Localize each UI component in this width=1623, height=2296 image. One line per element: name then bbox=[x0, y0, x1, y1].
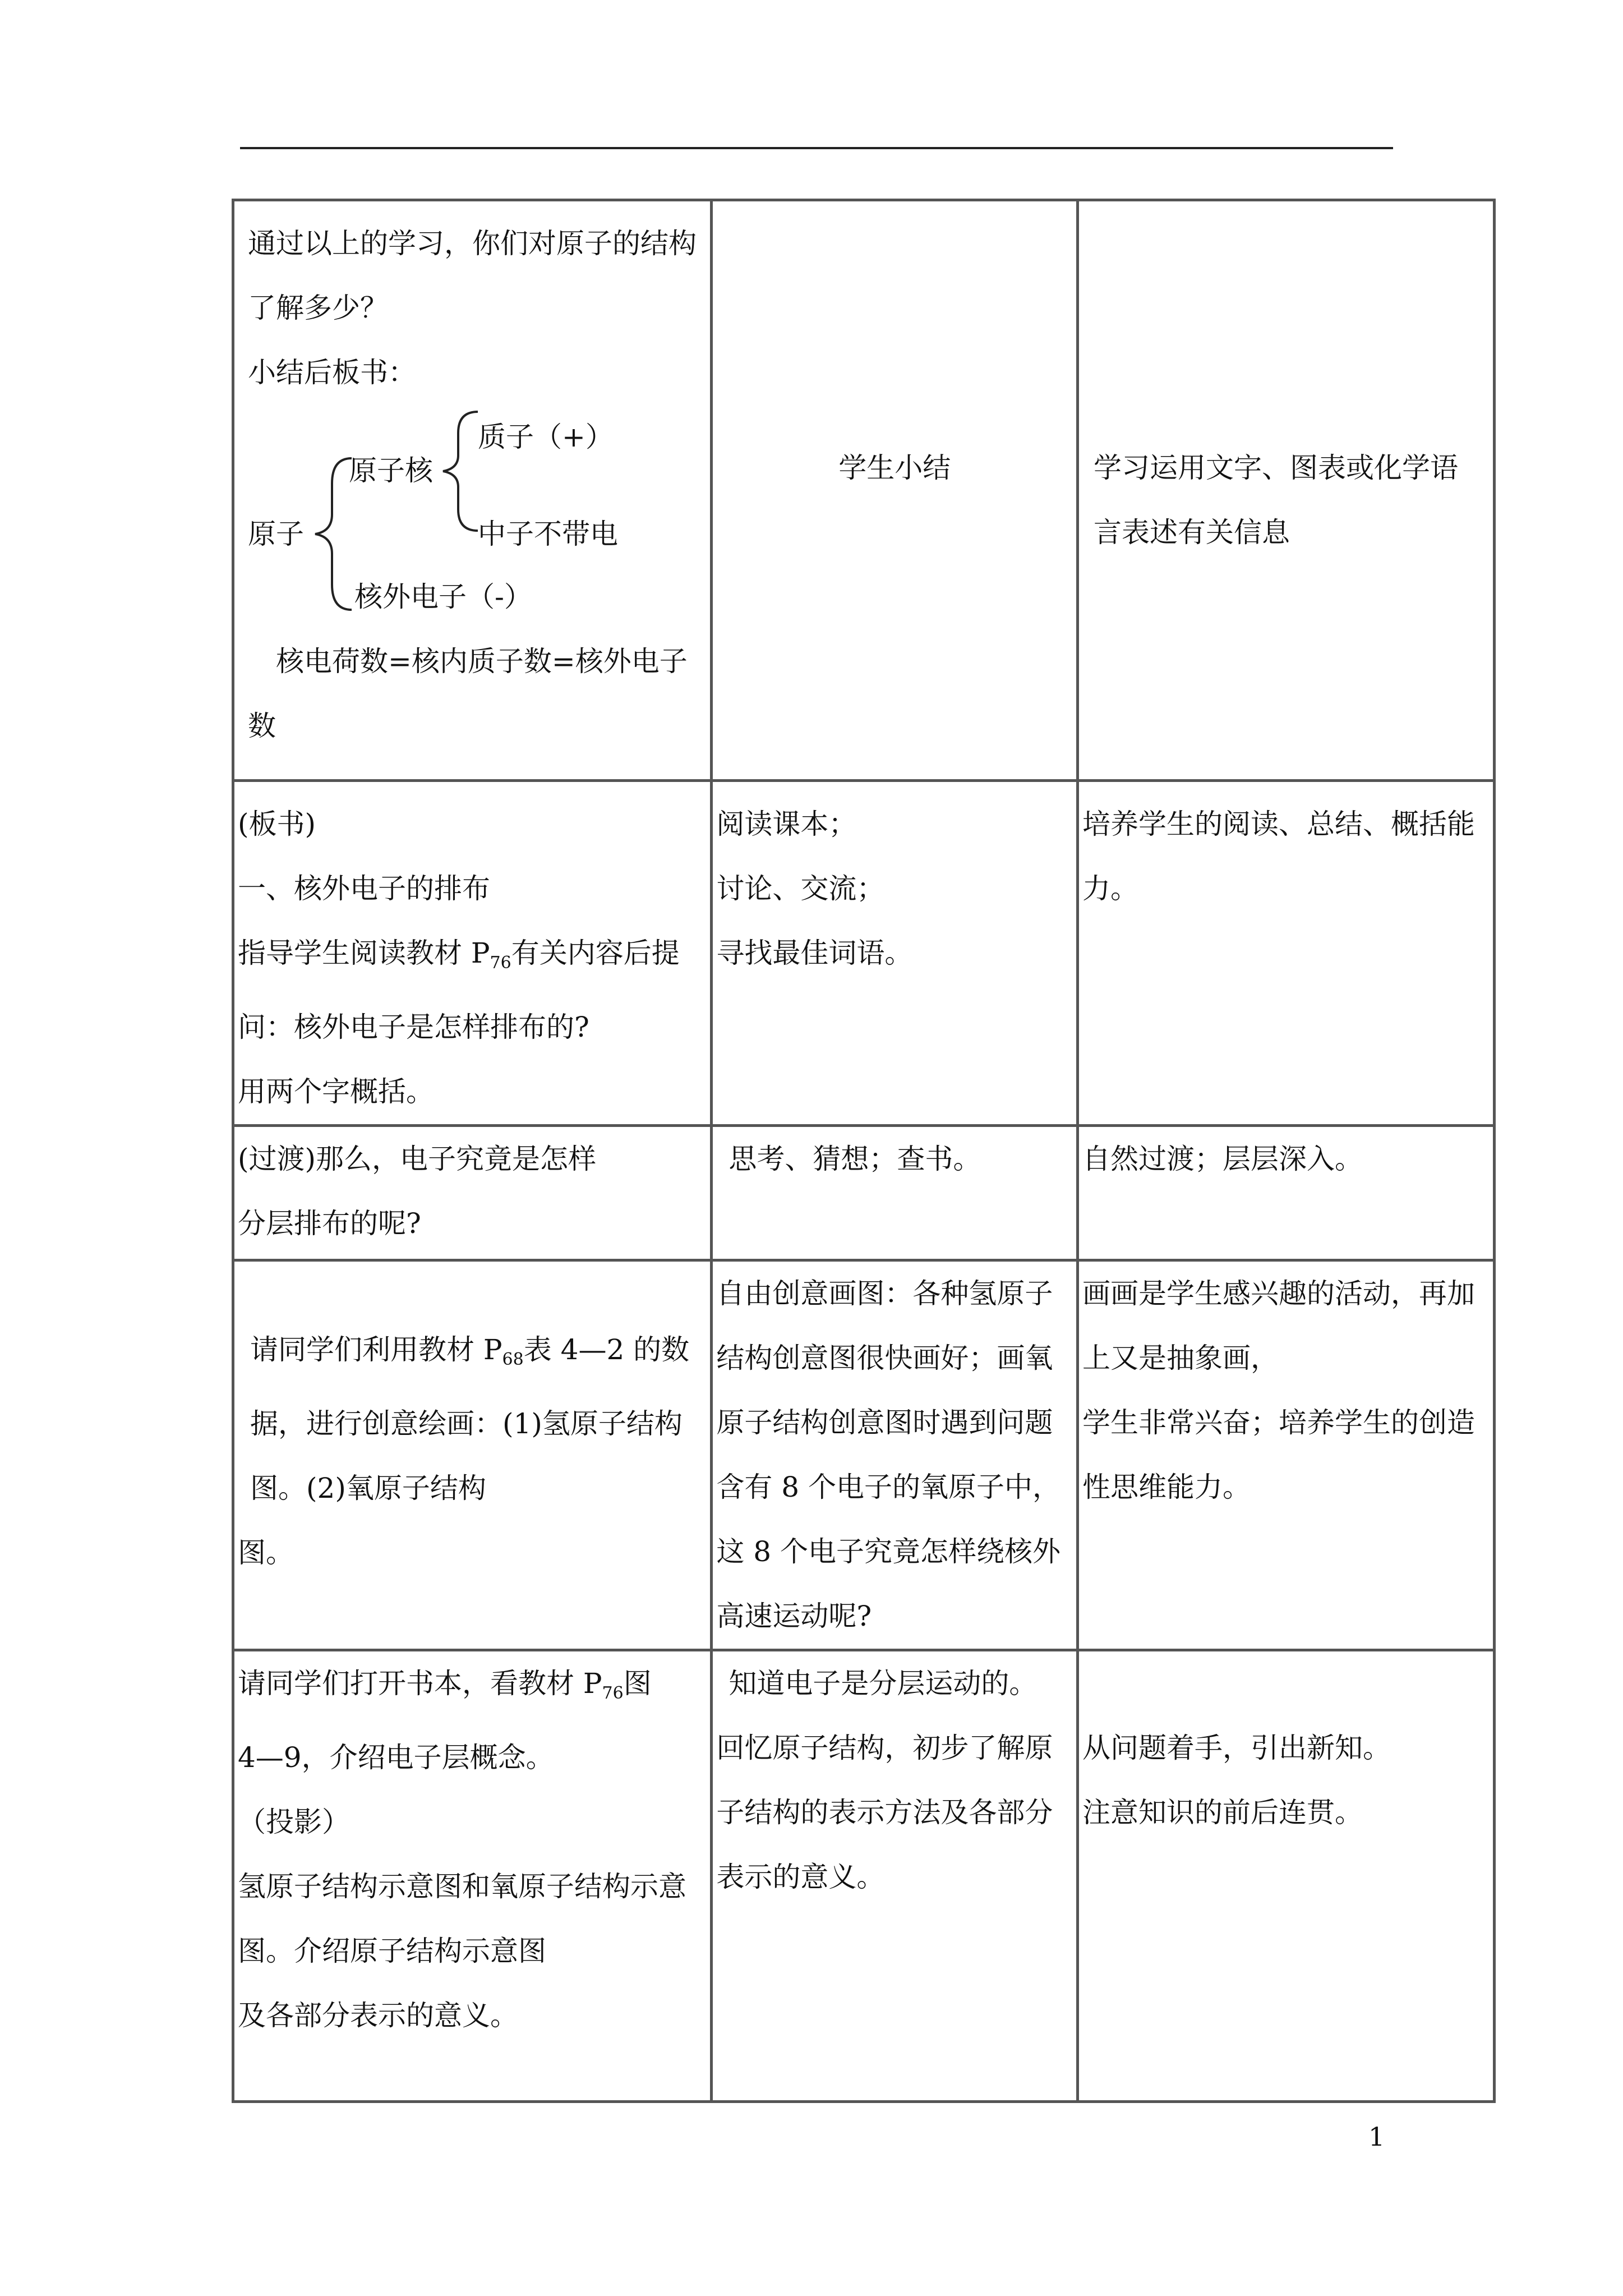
text-line: 及各部分表示的意义。 bbox=[238, 1999, 518, 2032]
text-part: 有关内容后提 bbox=[511, 937, 680, 969]
text-part: 图 bbox=[623, 1667, 652, 1700]
text-line: 力。 bbox=[1082, 872, 1139, 905]
text-line: 4—9，介绍电子层概念。 bbox=[238, 1741, 554, 1774]
text-line: 学习运用文字、图表或化学语 bbox=[1094, 452, 1459, 484]
student-cell bbox=[712, 1650, 1078, 2102]
text-line: 图。 bbox=[238, 1536, 294, 1569]
text-line: （投影） bbox=[238, 1806, 350, 1838]
text-line: 小结后板书： bbox=[248, 356, 416, 389]
table-row bbox=[233, 200, 1495, 781]
text-line: (板书) bbox=[238, 808, 316, 840]
intent-cell bbox=[1078, 781, 1495, 1126]
text-part: 指导学生阅读教材 P bbox=[238, 937, 490, 969]
text-line: 寻找最佳词语。 bbox=[716, 937, 913, 969]
text-line: 这 8 个电子究竟怎样绕核外 bbox=[716, 1535, 1061, 1568]
nucleus-label: 原子核 bbox=[349, 454, 433, 487]
text-line: 据，进行创意绘画：(1)氢原子结构 bbox=[250, 1407, 683, 1440]
text-line: 注意知识的前后连贯。 bbox=[1082, 1796, 1363, 1829]
electron-label: 核外电子（-） bbox=[354, 581, 532, 613]
text-line: 了解多少？ bbox=[248, 292, 388, 324]
text-line: 高速运动呢? bbox=[716, 1600, 872, 1632]
text-line: 一、核外电子的排布 bbox=[238, 872, 490, 905]
text-line: 图。介绍原子结构示意图 bbox=[238, 1935, 546, 1967]
atom-structure-diagram bbox=[248, 405, 703, 663]
text-line: 图。(2)氧原子结构 bbox=[250, 1472, 486, 1504]
header-rule bbox=[240, 147, 1393, 149]
student-cell bbox=[712, 781, 1078, 1126]
atom-label: 原子 bbox=[248, 518, 304, 550]
text-line: 言表述有关信息 bbox=[1094, 516, 1290, 549]
teacher-cell bbox=[233, 781, 712, 1126]
text-line: 结构创意图很快画好；画氧 bbox=[716, 1342, 1053, 1374]
teacher-cell bbox=[233, 1260, 712, 1650]
teacher-cell bbox=[233, 1126, 712, 1260]
intent-cell bbox=[1078, 1260, 1495, 1650]
text-line: 数 bbox=[248, 710, 276, 742]
intent-cell bbox=[1078, 1650, 1495, 2102]
text-line: 氢原子结构示意图和氧原子结构示意 bbox=[238, 1870, 686, 1903]
text-part: 请同学们打开书本，看教材 P bbox=[238, 1667, 602, 1700]
text-line: 分层排布的呢? bbox=[238, 1207, 421, 1240]
text-part: 表 4—2 的数 bbox=[523, 1333, 690, 1366]
table-row bbox=[233, 1126, 1495, 1260]
text-line: 表示的意义。 bbox=[716, 1861, 885, 1893]
proton-label: 质子（+） bbox=[478, 421, 614, 453]
text-line: 核电荷数=核内质子数=核外电子 bbox=[276, 645, 688, 678]
text-line: 含有 8 个电子的氧原子中， bbox=[716, 1471, 1061, 1503]
text-line bbox=[238, 921, 703, 995]
student-cell bbox=[712, 1260, 1078, 1650]
intent-cell bbox=[1078, 200, 1495, 781]
page-subscript: 76 bbox=[490, 953, 511, 973]
intent-cell bbox=[1078, 1126, 1495, 1260]
lesson-table bbox=[232, 199, 1496, 2103]
text-line: 学生非常兴奋；培养学生的创造 bbox=[1082, 1406, 1476, 1439]
text-line: 上又是抽象画， bbox=[1082, 1342, 1279, 1374]
text-line: 问：核外电子是怎样排布的? bbox=[238, 1011, 589, 1043]
teacher-cell bbox=[233, 200, 712, 781]
page-subscript: 76 bbox=[602, 1683, 624, 1703]
text-line bbox=[238, 1318, 703, 1392]
page-subscript: 68 bbox=[502, 1350, 524, 1369]
table-row bbox=[233, 1260, 1495, 1650]
text-line: 性思维能力。 bbox=[1082, 1471, 1251, 1503]
text-line: 自然过渡；层层深入。 bbox=[1082, 1143, 1363, 1175]
text-line: 培养学生的阅读、总结、概括能 bbox=[1082, 808, 1476, 840]
text-line: 画画是学生感兴趣的活动，再加 bbox=[1082, 1277, 1476, 1310]
text-line: 原子结构创意图时遇到问题 bbox=[716, 1406, 1053, 1439]
table-row bbox=[233, 1650, 1495, 2102]
neutron-label: 中子不带电 bbox=[478, 518, 618, 550]
student-cell bbox=[712, 1126, 1078, 1260]
text-line: 从问题着手，引出新知。 bbox=[1082, 1732, 1391, 1764]
table-row bbox=[233, 781, 1495, 1126]
text-line bbox=[238, 1651, 703, 1726]
text-line: 学生小结 bbox=[838, 452, 951, 484]
text-line: 用两个字概括。 bbox=[238, 1075, 434, 1108]
text-line: 阅读课本； bbox=[716, 808, 857, 840]
text-line: 通过以上的学习，你们对原子的结构 bbox=[248, 227, 697, 260]
text-line: 子结构的表示方法及各部分 bbox=[716, 1796, 1053, 1829]
text-line: 回忆原子结构，初步了解原 bbox=[716, 1732, 1053, 1764]
text-line: (过渡)那么，电子究竟是怎样 bbox=[238, 1143, 597, 1175]
text-line: 讨论、交流； bbox=[716, 872, 885, 905]
page-number: 1 bbox=[1368, 2122, 1385, 2152]
student-cell bbox=[712, 200, 1078, 781]
teacher-cell bbox=[233, 1650, 712, 2102]
text-line: 知道电子是分层运动的。 bbox=[728, 1667, 1038, 1700]
text-part: 请同学们利用教材 P bbox=[250, 1333, 502, 1366]
text-line: 思考、猜想；查书。 bbox=[728, 1143, 981, 1175]
text-line: 自由创意画图：各种氢原子 bbox=[716, 1277, 1053, 1310]
